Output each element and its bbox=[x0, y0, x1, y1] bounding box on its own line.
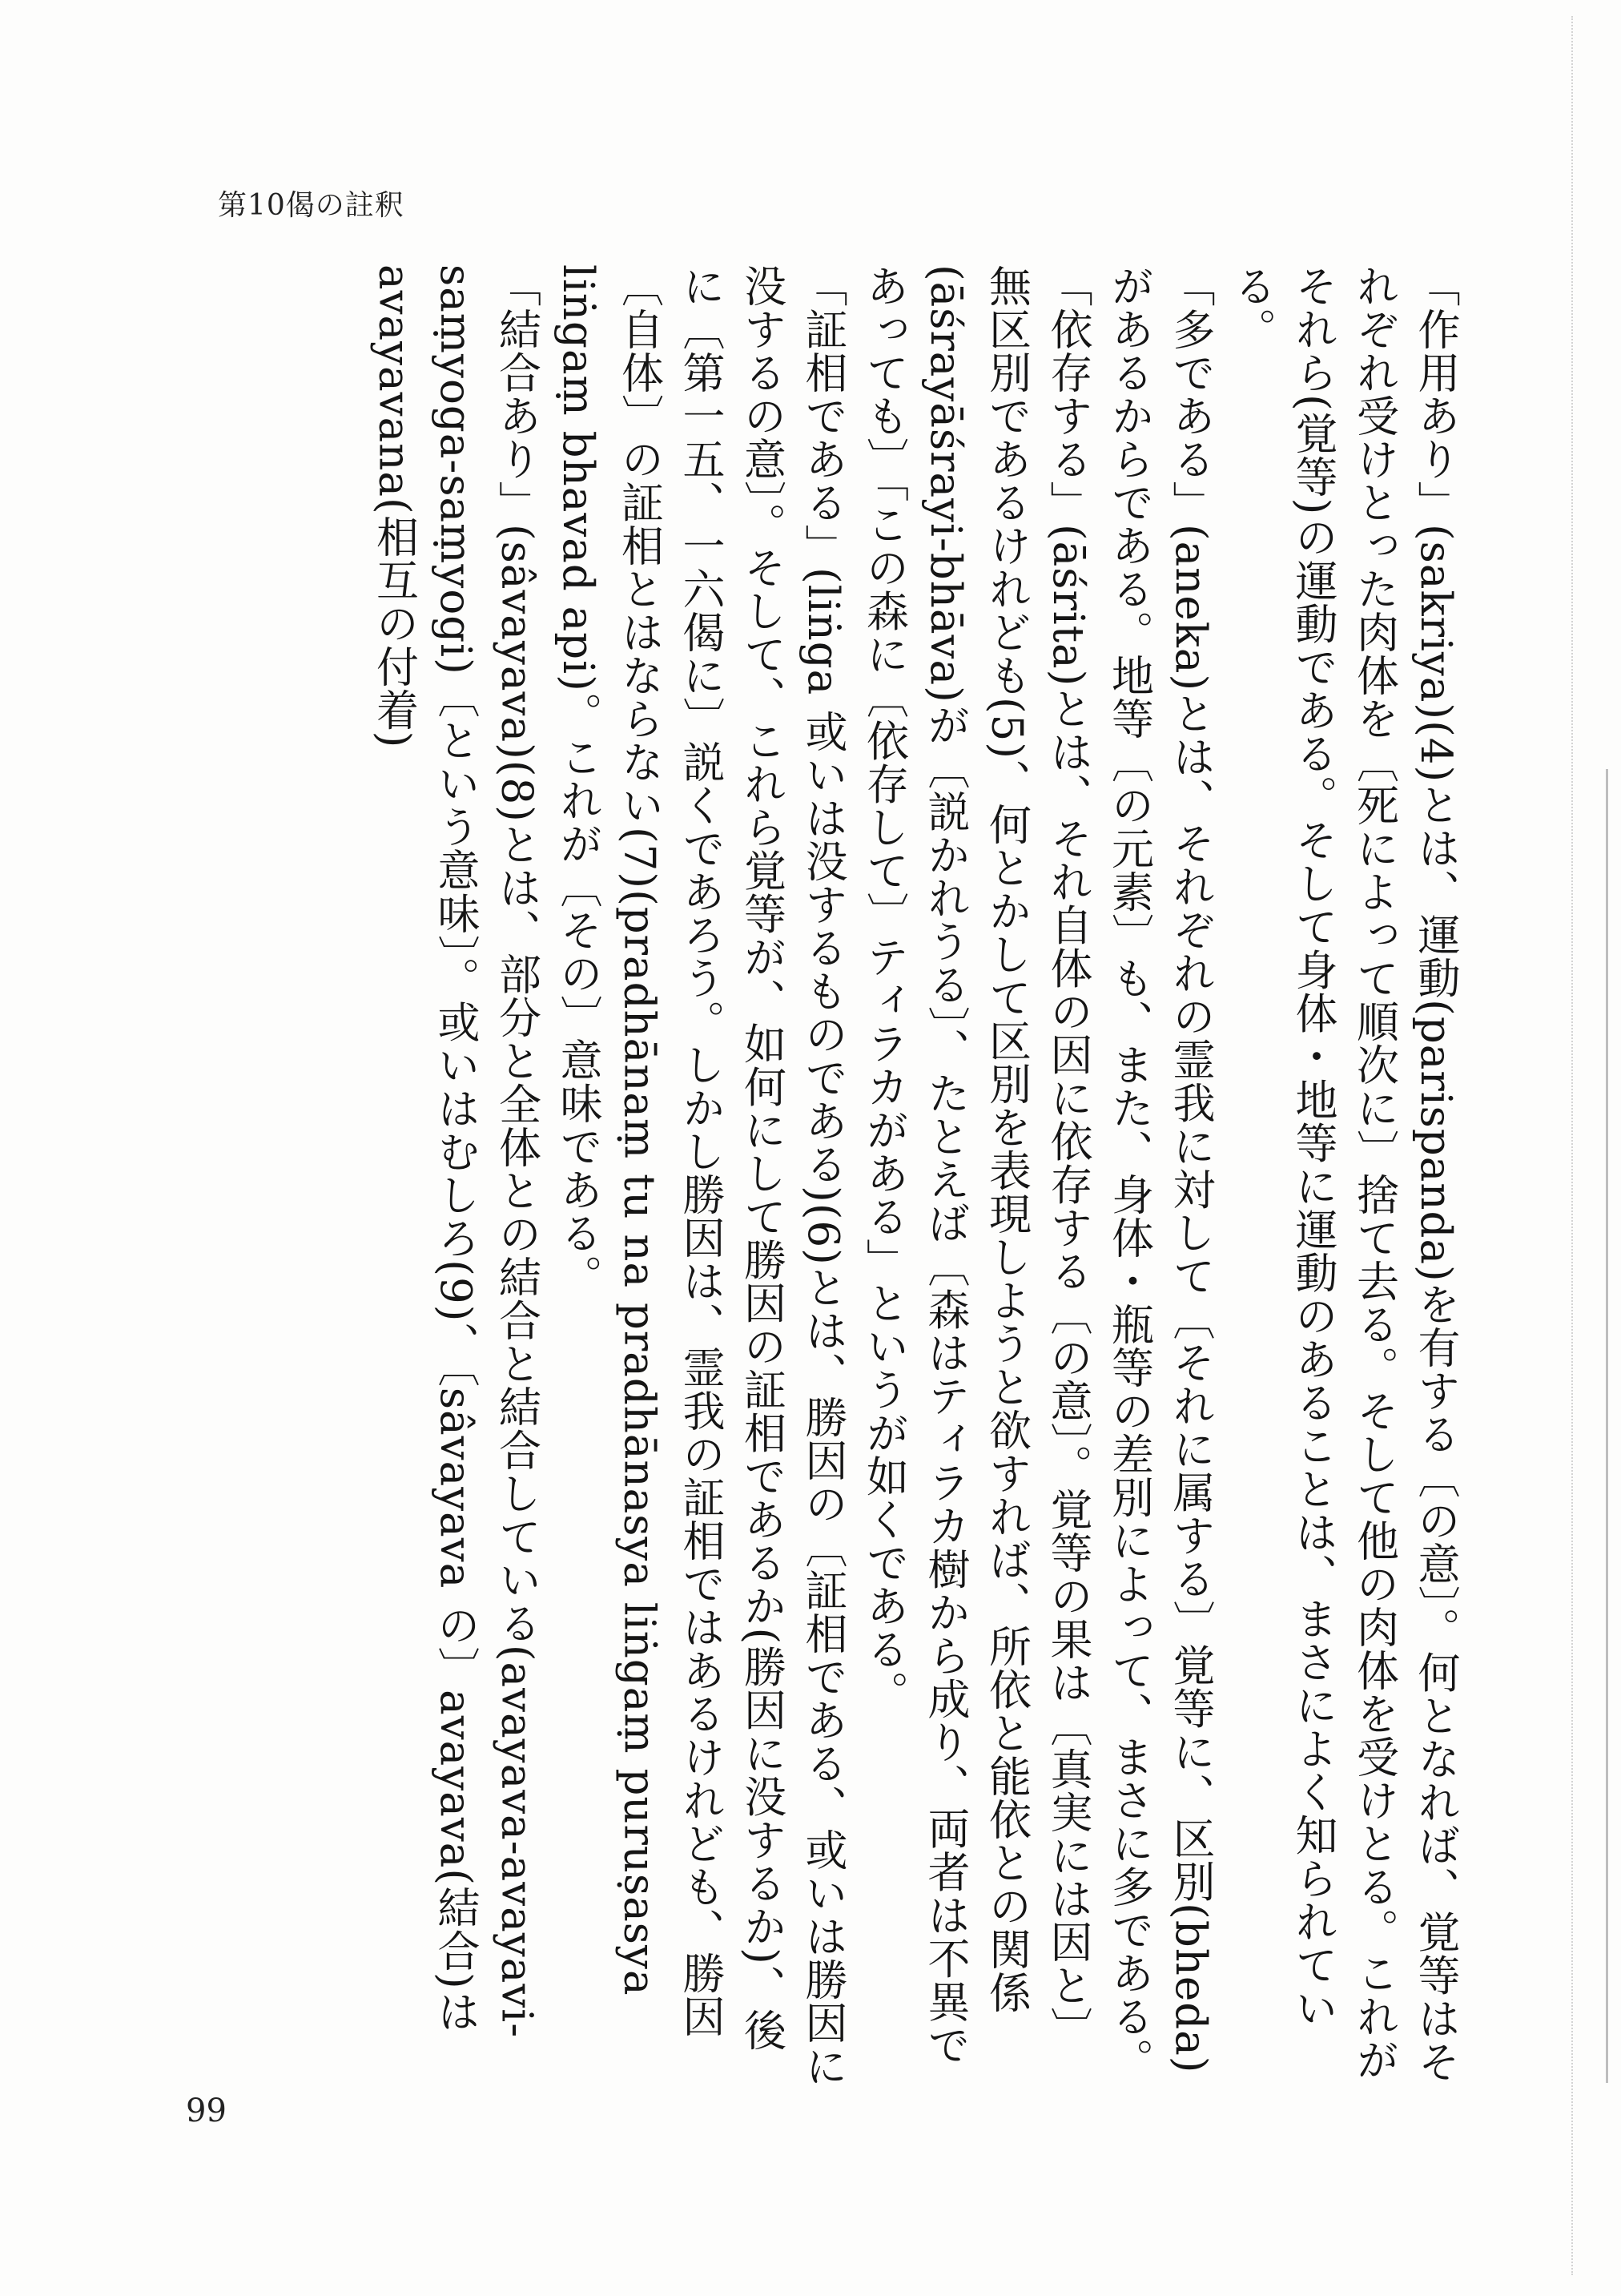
paragraph-sakriya: 「作用あり」(sakriya)(4)とは、運動(parispanda)を有する〔の意〕。何となれば、覚等はそれぞれ受けとった肉体を〔死によって順次に〕捨て去る。そして他の肉体を受けとる。これがそれら(覚等)の運動である。そして身体・地等に運動のあることは、まさによく知られている。 bbox=[1227, 264, 1460, 2084]
scan-line-artifact bbox=[1606, 769, 1608, 2083]
paragraph-savayava: 「結合あり」(sâvayava)(8)とは、部分と全体との結合と結合している(avayava-avayavi-saṃyoga-saṃyogi)〔という意味〕。或いはむしろ(9)、〔sâvayava の〕avayava(結合)はavayavana(相互の付着) bbox=[369, 264, 541, 2039]
page-number: 99 bbox=[186, 2093, 227, 2129]
scan-edge-artifact bbox=[1571, 16, 1621, 2275]
paragraph-aneka: 「多である」(aneka)とは、それぞれの霊我に対して〔それに属する〕覚等に、区別(bheda)があるからである。地等〔の元素〕も、また、身体・瓶等の差別によって、まさに多である。 bbox=[1104, 264, 1215, 2081]
paragraph-asrita: 「依存する」(āśrita)とは、それ自体の因に依存する〔の意〕。覚等の果は〔真実には因と〕無区別であるけれども(5)、何とかして区別を表現しようと欲すれば、所依と能依との関係(āśrayāśrayi-bhāva)が〔説かれうる〕、たとえば〔森はティラカ樹から成り、両者は不異であっても〕「この森に〔依存して〕ティラカがある」というが如くである。 bbox=[859, 264, 1092, 2067]
vertical-body-text bbox=[164, 264, 1466, 2091]
running-head: 第10偈の註釈 bbox=[218, 189, 404, 222]
paragraph-linga: 「証相である」(liṅga 或いは没するものである)(6)とは、勝因の〔証相である、或いは勝因に没するの意〕。そして、これら覚等が、如何にして勝因の証相であるか(勝因に没するか)、後に〔第一五、一六偈に〕説くであろう。しかし勝因は、霊我の証相ではあるけれども、勝因〔自体〕の証相とはならない(7)(pradhānaṃ tu na pradhānasya liṅgaṃ puruṣasya liṅgaṃ bhavad api)。これが〔その〕意味である。 bbox=[553, 264, 847, 2088]
